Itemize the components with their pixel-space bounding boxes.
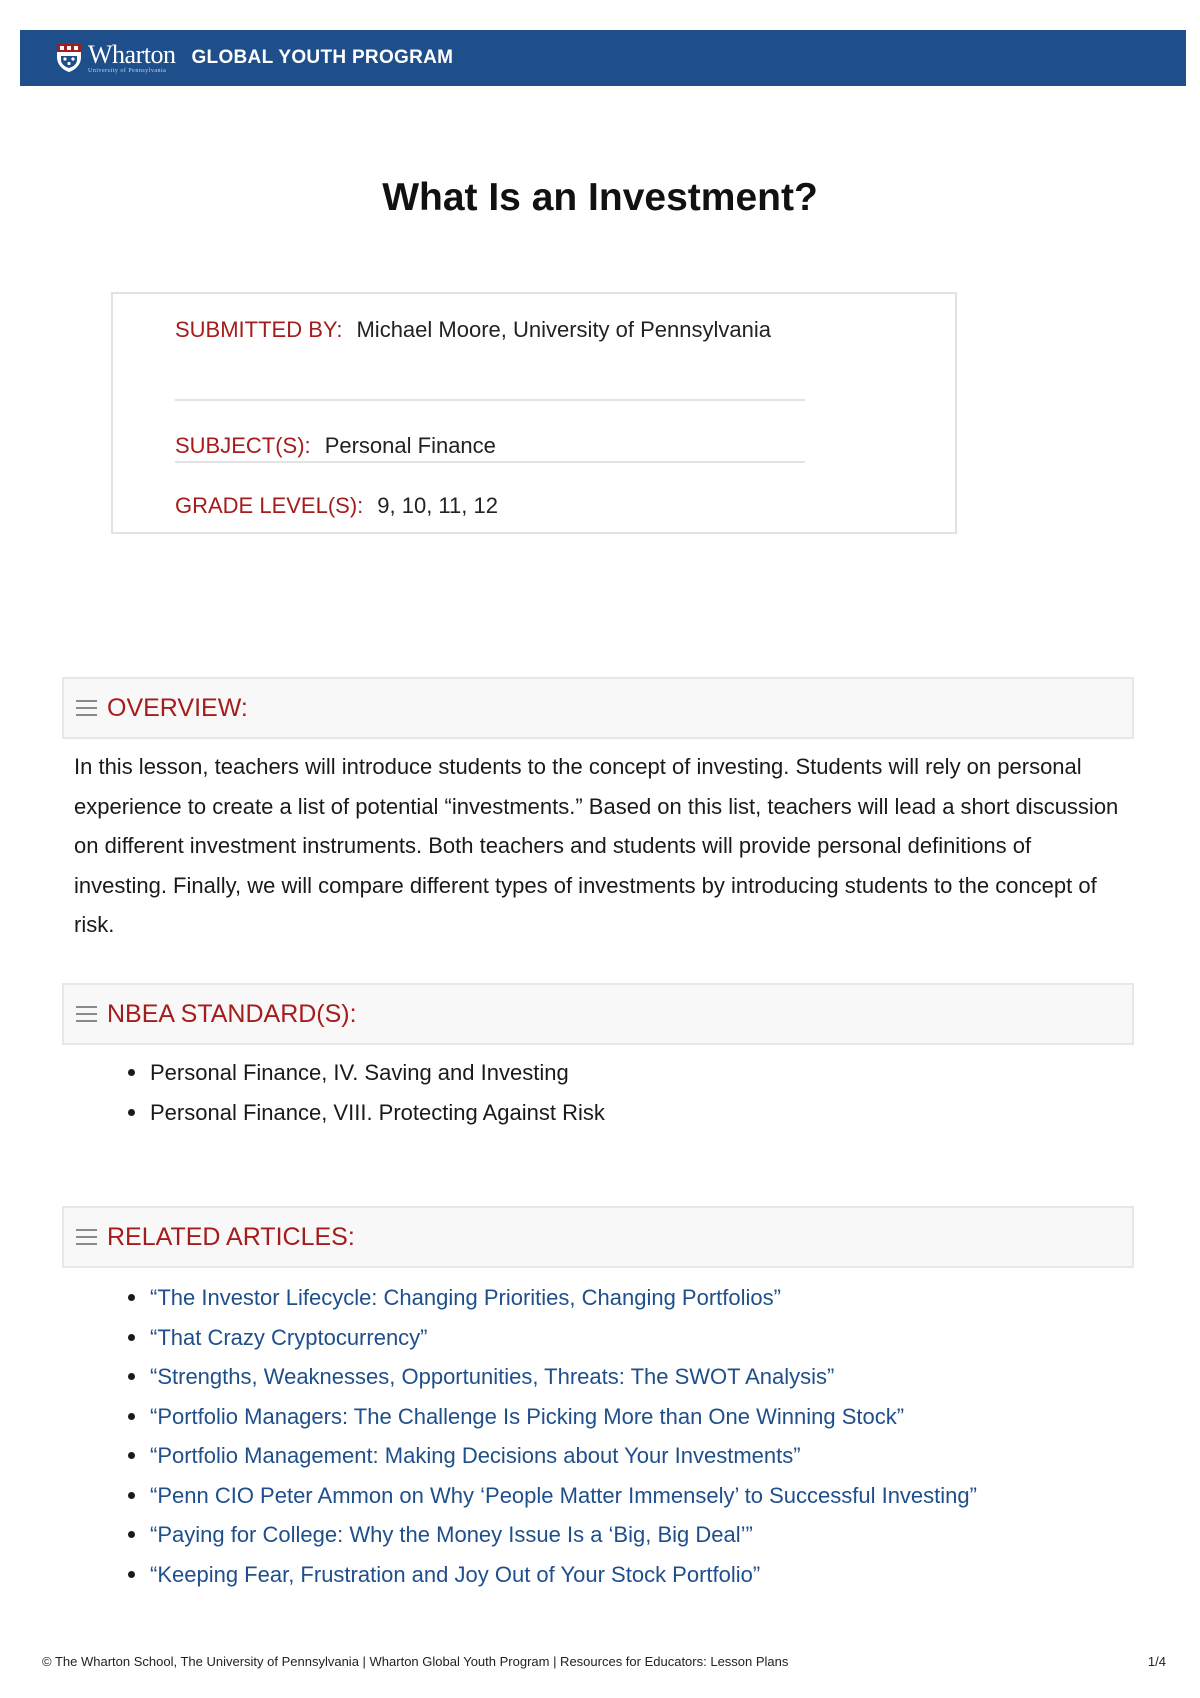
menu-lines-icon bbox=[76, 1006, 97, 1022]
overview-section-header[interactable] bbox=[62, 677, 1134, 739]
logo-text bbox=[88, 39, 176, 74]
grade-level-row bbox=[175, 486, 805, 526]
nbea-heading: NBEA STANDARD(S): bbox=[107, 999, 357, 1028]
related-article-link[interactable]: “That Crazy Cryptocurrency” bbox=[128, 1318, 977, 1358]
submitted-by-label: SUBMITTED BY: bbox=[175, 317, 343, 342]
header-bar bbox=[20, 30, 1186, 86]
related-articles-heading: RELATED ARTICLES: bbox=[107, 1222, 355, 1251]
page-number: 1/4 bbox=[1147, 1654, 1166, 1669]
footer-text: © The Wharton School, The University of Pennsylvania | Wharton Global Youth Program | Resources for Educators: Lesson Plans bbox=[42, 1654, 789, 1669]
related-article-link[interactable]: “Portfolio Management: Making Decisions about Your Investments” bbox=[128, 1436, 977, 1476]
penn-shield-icon bbox=[56, 43, 82, 73]
nbea-section-header[interactable] bbox=[62, 983, 1134, 1045]
page-title: What Is an Investment? bbox=[382, 176, 818, 219]
program-name: GLOBAL YOUTH PROGRAM bbox=[191, 47, 454, 68]
related-article-link[interactable]: “The Investor Lifecycle: Changing Priorities, Changing Portfolios” bbox=[128, 1278, 977, 1318]
submitted-by-value: Michael Moore, University of Pennsylvania bbox=[356, 317, 771, 342]
related-article-link[interactable]: “Paying for College: Why the Money Issue Is a ‘Big, Big Deal’” bbox=[128, 1515, 977, 1555]
subjects-value: Personal Finance bbox=[324, 433, 496, 458]
grade-level-label: GRADE LEVEL(S): bbox=[175, 493, 364, 518]
menu-lines-icon bbox=[76, 1229, 97, 1245]
overview-text: In this lesson, teachers will introduce students to the concept of investing. Students will rely on personal experience to create a list of potential “investments.” Based on this list, teachers will lead a short discussion on different investment instruments. Both teachers and students will provide personal definitions of investing. Finally, we will compare different types of investments by introducing students to the concept of risk. bbox=[74, 754, 1119, 937]
subjects-label: SUBJECT(S): bbox=[175, 433, 311, 458]
standards-list bbox=[150, 1053, 605, 1132]
info-divider bbox=[175, 461, 805, 463]
lesson-info-box bbox=[111, 292, 957, 534]
logo-subtext: University of Pennsylvania bbox=[88, 67, 167, 74]
overview-heading: OVERVIEW: bbox=[107, 693, 248, 722]
related-articles-list bbox=[150, 1278, 977, 1594]
related-article-link[interactable]: “Strengths, Weaknesses, Opportunities, Threats: The SWOT Analysis” bbox=[128, 1357, 977, 1397]
grade-level-value: 9, 10, 11, 12 bbox=[377, 493, 498, 518]
page-footer bbox=[42, 1654, 1166, 1669]
wharton-logo[interactable] bbox=[56, 39, 176, 74]
standard-item: Personal Finance, VIII. Protecting Against Risk bbox=[128, 1093, 605, 1133]
related-article-link[interactable]: “Portfolio Managers: The Challenge Is Picking More than One Winning Stock” bbox=[128, 1397, 977, 1437]
related-article-link[interactable]: “Penn CIO Peter Ammon on Why ‘People Matter Immensely’ to Successful Investing” bbox=[128, 1476, 977, 1516]
related-articles-section-header[interactable] bbox=[62, 1206, 1134, 1268]
logo-wordmark: Wharton bbox=[88, 39, 176, 69]
menu-lines-icon bbox=[76, 700, 97, 716]
info-divider bbox=[175, 399, 805, 401]
subjects-row bbox=[175, 426, 805, 466]
related-article-link[interactable]: “Keeping Fear, Frustration and Joy Out of Your Stock Portfolio” bbox=[128, 1555, 977, 1595]
submitted-by-row bbox=[175, 310, 805, 350]
standard-item: Personal Finance, IV. Saving and Investing bbox=[128, 1053, 605, 1093]
